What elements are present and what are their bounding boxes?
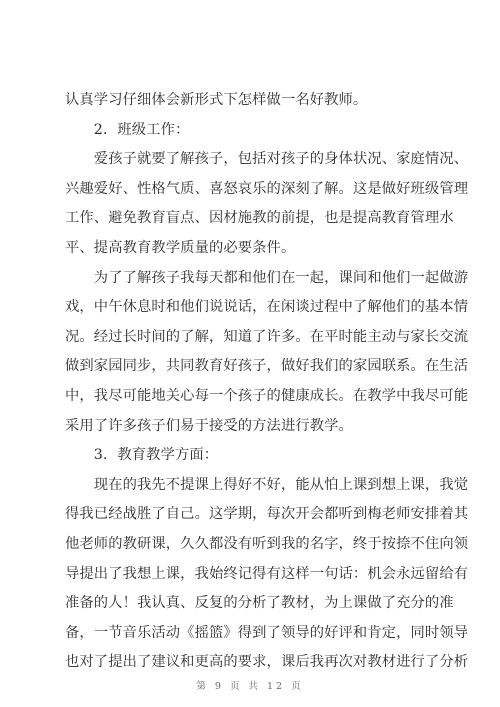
page-number-footer: 第 9 页 共 12 页 bbox=[196, 681, 304, 692]
text-line: 做到家园同步，共同教育好孩子，做好我们的家园联系。在生活 bbox=[65, 358, 469, 375]
text-line: 他老师的教研课，久久都没有听到我的名字，终于按捺不住向领 bbox=[65, 535, 469, 552]
text-line: 认真学习仔细体会新形式下怎样做一名好教师。 bbox=[65, 92, 368, 108]
text-line: 爱孩子就要了解孩子，包括对孩子的身体状况、家庭情况、 bbox=[65, 151, 469, 168]
text-line: 兴趣爱好、性格气质、喜怒哀乐的深刻了解。这是做好班级管理 bbox=[65, 180, 469, 197]
text-line: 准备的人！我认真、反复的分析了教材，为上课做了充分的准 bbox=[65, 595, 454, 612]
text-line: 现在的我先不提课上得好不好，能从怕上课到想上课，我觉 bbox=[65, 476, 469, 493]
text-line: 也对了提出了建议和更高的要求，课后我再次对教材进行了分析 bbox=[65, 654, 469, 671]
text-line: 为了了解孩子我每天都和他们在一起，课间和他们一起做游 bbox=[65, 269, 469, 286]
text-line: 备，一节音乐活动《摇篮》得到了领导的好评和肯定，同时领导 bbox=[65, 624, 469, 641]
text-line: 采用了许多孩子们易于接受的方法进行教学。 bbox=[65, 417, 353, 434]
document-body bbox=[65, 86, 469, 678]
text-line: 得我已经战胜了自己。这学期，每次开会都听到梅老师安排着其 bbox=[65, 506, 469, 523]
section-heading-class-work: 2．班级工作： bbox=[65, 121, 190, 138]
text-line: 导提出了我想上课，我始终记得有这样一句话：机会永远留给有 bbox=[65, 565, 469, 582]
section-heading-teaching: 3．教育教学方面： bbox=[65, 447, 219, 464]
text-line: 工作、避免教育盲点、因材施教的前提，也是提高教育管理水 bbox=[65, 210, 454, 227]
text-line: 中，我尽可能地关心每一个孩子的健康成长。在教学中我尽可能 bbox=[65, 387, 469, 404]
text-line: 戏，中午休息时和他们说说话，在闲谈过程中了解他们的基本情 bbox=[65, 299, 469, 316]
text-line: 平、提高教育教学质量的必要条件。 bbox=[65, 239, 296, 256]
text-line: 况。经过长时间的了解，知道了许多。在平时能主动与家长交流 bbox=[65, 328, 469, 345]
